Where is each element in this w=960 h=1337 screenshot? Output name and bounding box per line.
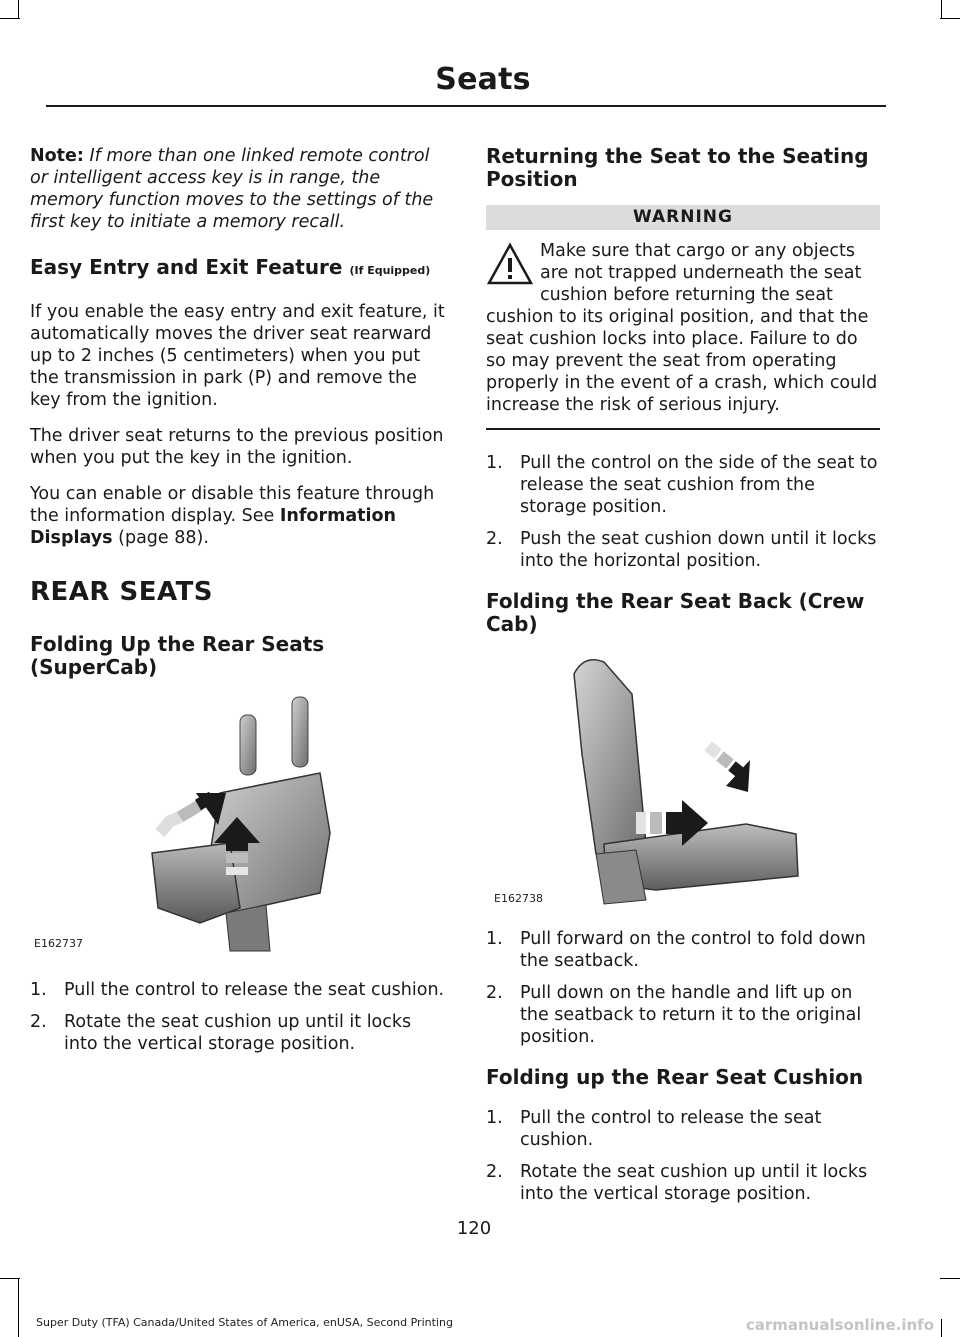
folding-up-steps [30, 979, 448, 1055]
crop-mark [18, 1279, 19, 1337]
enable-feature-text: You can enable or disable this feature through the information display. See [30, 484, 435, 526]
driver-seat-paragraph: The driver seat returns to the previous position when you put the key in the ignition. [30, 426, 444, 468]
step-number: 2. [486, 983, 503, 1003]
list-item [486, 452, 880, 518]
step-number: 1. [30, 980, 47, 1000]
step-text: Rotate the seat cushion up until it locks into the vertical storage position. [64, 1012, 412, 1054]
if-equipped-label: (If Equipped) [349, 264, 431, 277]
warning-label: WARNING [486, 205, 880, 230]
step-text: Pull the control to release the seat cushion. [64, 980, 445, 1000]
step-number: 1. [486, 929, 503, 949]
note-text: If more than one linked remote control or intelligent access key is in range, the memory function moves to the settings of the first key to initiate a memory recall. [30, 146, 434, 232]
crop-mark [940, 18, 960, 19]
right-column [486, 145, 880, 1223]
step-text: Pull down on the handle and lift up on the seatback to return it to the original position. [520, 983, 862, 1047]
supercab-seat-illustration [30, 693, 448, 955]
easy-entry-paragraph: If you enable the easy entry and exit feature, it automatically moves the driver seat rearward up to 2 inches (5 centimeters) when you put the transmission in park (P) and remove the key from the ignition. [30, 302, 445, 410]
figure-code: E162738 [494, 892, 543, 905]
folding-back-steps [486, 928, 880, 1048]
crewcab-seat-figure [486, 654, 880, 912]
returning-seat-heading: Returning the Seat to the Seating Position [486, 144, 869, 191]
step-text: Rotate the seat cushion up until it locks into the vertical storage position. [520, 1162, 868, 1204]
warning-box [486, 240, 880, 416]
folding-back-heading: Folding the Rear Seat Back (Crew Cab) [486, 589, 865, 636]
easy-entry-heading-text: Easy Entry and Exit Feature [30, 255, 343, 279]
step-text: Push the seat cushion down until it locks into the horizontal position. [520, 529, 877, 571]
step-text: Pull the control on the side of the seat to release the seat cushion from the storage position. [520, 453, 878, 517]
publication-footer: Super Duty (TFA) Canada/United States of America, enUSA, Second Printing [36, 1316, 453, 1329]
folding-cushion-heading: Folding up the Rear Seat Cushion [486, 1065, 864, 1089]
crop-mark [0, 18, 20, 19]
step-text: Pull forward on the control to fold down the seatback. [520, 929, 866, 971]
crop-mark [0, 1278, 20, 1279]
enable-feature-paragraph [30, 483, 448, 549]
step-number: 2. [486, 1162, 503, 1182]
crewcab-seat-illustration [486, 654, 880, 912]
rear-seats-heading: REAR SEATS [30, 577, 214, 607]
figure-code: E162737 [34, 937, 83, 950]
step-number: 2. [30, 1012, 47, 1032]
list-item [486, 528, 880, 572]
note-label: Note: [30, 146, 84, 166]
information-displays-link[interactable]: Information Displays [30, 506, 396, 548]
title-divider [46, 105, 886, 107]
list-item [486, 1161, 880, 1205]
watermark: carmanualsonline.info [745, 1316, 934, 1334]
step-number: 2. [486, 529, 503, 549]
page-title: Seats [435, 62, 531, 97]
list-item [30, 1011, 448, 1055]
supercab-seat-figure [30, 693, 448, 955]
list-item [486, 982, 880, 1048]
page-reference: (page 88). [118, 528, 209, 548]
crop-mark [941, 1319, 942, 1337]
warning-triangle-icon [486, 240, 534, 288]
step-text: Pull the control to release the seat cushion. [520, 1108, 822, 1150]
list-item [486, 928, 880, 972]
page-number: 120 [456, 1218, 492, 1239]
returning-steps [486, 452, 880, 572]
crop-mark [940, 1278, 960, 1279]
folding-cushion-steps [486, 1107, 880, 1205]
left-column [30, 145, 448, 1073]
memory-note [30, 145, 448, 233]
easy-entry-heading [30, 255, 448, 283]
folding-up-heading: Folding Up the Rear Seats (SuperCab) [30, 632, 325, 679]
list-item [30, 979, 448, 1001]
crop-mark [18, 0, 19, 18]
warning-text: Make sure that cargo or any objects are not trapped underneath the seat cushion before returning the seat cushion to its original position, and that the seat cushion locks into place. Failure to do so may prevent the seat from operating properly in the event of a crash, which could increase the risk of serious injury. [486, 241, 878, 415]
step-number: 1. [486, 453, 503, 473]
crop-mark [941, 0, 942, 18]
step-number: 1. [486, 1108, 503, 1128]
warning-divider [486, 428, 880, 430]
list-item [486, 1107, 880, 1151]
